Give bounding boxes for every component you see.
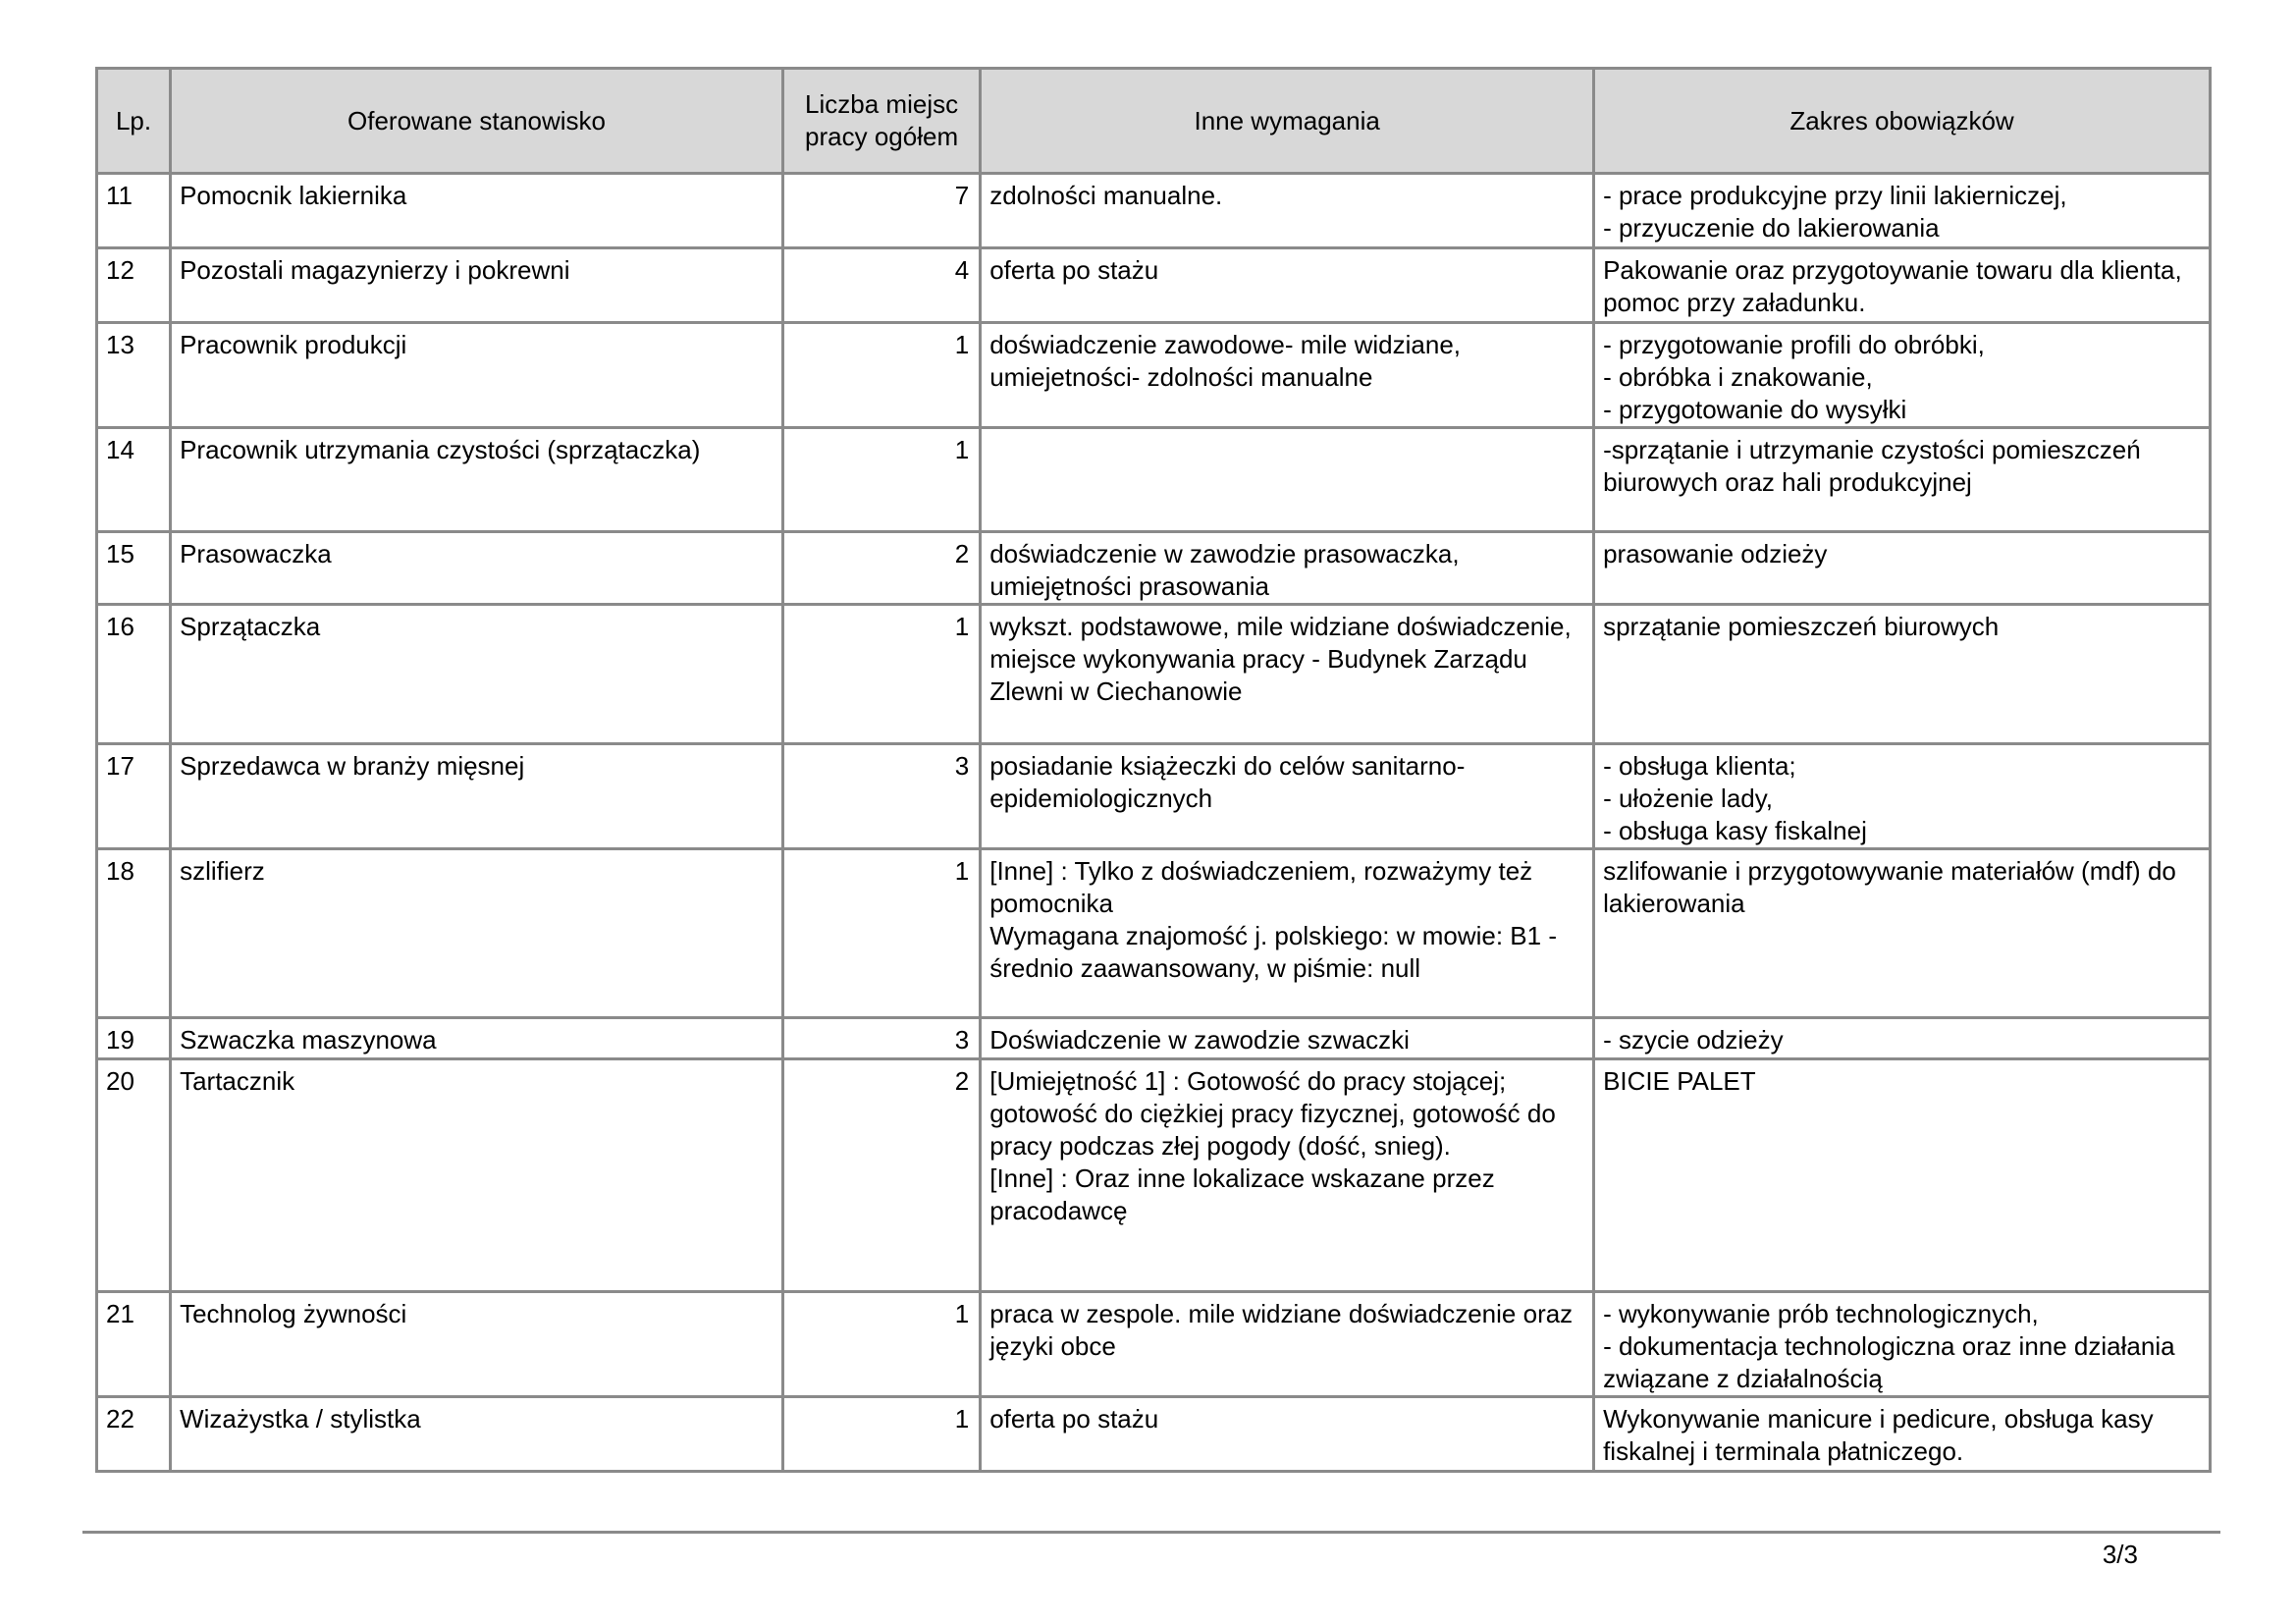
cell-count: 3 (782, 1018, 980, 1059)
cell-position: Pomocnik lakiernika (171, 174, 783, 248)
cell-position: Technolog żywności (171, 1292, 783, 1397)
header-lp: Lp. (97, 69, 171, 174)
cell-count: 7 (782, 174, 980, 248)
table-row (97, 248, 2211, 323)
cell-count: 1 (782, 1292, 980, 1397)
cell-requirements (981, 428, 1594, 532)
cell-count: 1 (782, 605, 980, 744)
cell-lp: 14 (97, 428, 171, 532)
table-row (97, 532, 2211, 605)
cell-requirements: oferta po stażu (981, 1397, 1594, 1472)
cell-duties: BICIE PALET (1594, 1059, 2211, 1292)
cell-duties: - przygotowanie profili do obróbki, - obróbka i znakowanie, - przygotowanie do wysyłki (1594, 323, 2211, 428)
table-header-row (97, 69, 2211, 174)
cell-duties: prasowanie odzieży (1594, 532, 2211, 605)
cell-lp: 13 (97, 323, 171, 428)
cell-lp: 22 (97, 1397, 171, 1472)
footer-divider (82, 1531, 2220, 1534)
table-row (97, 605, 2211, 744)
table-row (97, 1018, 2211, 1059)
cell-lp: 16 (97, 605, 171, 744)
cell-duties: - obsługa klienta; - ułożenie lady, - obsługa kasy fiskalnej (1594, 744, 2211, 849)
cell-requirements: zdolności manualne. (981, 174, 1594, 248)
cell-count: 1 (782, 428, 980, 532)
cell-position: Szwaczka maszynowa (171, 1018, 783, 1059)
cell-duties: - szycie odzieży (1594, 1018, 2211, 1059)
cell-duties: -sprzątanie i utrzymanie czystości pomieszczeń biurowych oraz hali produkcyjnej (1594, 428, 2211, 532)
table-row (97, 1059, 2211, 1292)
cell-position: szlifierz (171, 849, 783, 1018)
cell-count: 1 (782, 849, 980, 1018)
table-row (97, 1397, 2211, 1472)
cell-position: Tartacznik (171, 1059, 783, 1292)
cell-position: Wizażystka / stylistka (171, 1397, 783, 1472)
cell-lp: 17 (97, 744, 171, 849)
cell-count: 4 (782, 248, 980, 323)
cell-count: 2 (782, 532, 980, 605)
cell-count: 1 (782, 1397, 980, 1472)
cell-duties: Wykonywanie manicure i pedicure, obsługa kasy fiskalnej i terminala płatniczego. (1594, 1397, 2211, 1472)
cell-position: Sprzedawca w branży mięsnej (171, 744, 783, 849)
header-position: Oferowane stanowisko (171, 69, 783, 174)
cell-duties: - wykonywanie prób technologicznych, - dokumentacja technologiczna oraz inne działania związane z działalnością (1594, 1292, 2211, 1397)
cell-lp: 15 (97, 532, 171, 605)
table-row (97, 1292, 2211, 1397)
header-requirements: Inne wymagania (981, 69, 1594, 174)
cell-lp: 18 (97, 849, 171, 1018)
table-row (97, 174, 2211, 248)
job-offers-table (95, 67, 2212, 1473)
cell-requirements: oferta po stażu (981, 248, 1594, 323)
cell-position: Pozostali magazynierzy i pokrewni (171, 248, 783, 323)
cell-requirements: doświadczenie w zawodzie prasowaczka, umiejętności prasowania (981, 532, 1594, 605)
cell-count: 1 (782, 323, 980, 428)
cell-requirements: praca w zespole. mile widziane doświadczenie oraz języki obce (981, 1292, 1594, 1397)
cell-count: 3 (782, 744, 980, 849)
cell-requirements: wykszt. podstawowe, mile widziane doświadczenie, miejsce wykonywania pracy - Budynek Zarządu Zlewni w Ciechanowie (981, 605, 1594, 744)
cell-requirements: Doświadczenie w zawodzie szwaczki (981, 1018, 1594, 1059)
cell-requirements: posiadanie książeczki do celów sanitarno-epidemiologicznych (981, 744, 1594, 849)
cell-count: 2 (782, 1059, 980, 1292)
header-duties: Zakres obowiązków (1594, 69, 2211, 174)
cell-requirements: [Umiejętność 1] : Gotowość do pracy stojącej; gotowość do ciężkiej pracy fizycznej, gotowość do pracy podczas złej pogody (dość, snieg). [Inne] : Oraz inne lokalizace wskazane przez pracodawcę (981, 1059, 1594, 1292)
table-row (97, 323, 2211, 428)
cell-requirements: doświadczenie zawodowe- mile widziane, umiejetności- zdolności manualne (981, 323, 1594, 428)
table-row (97, 744, 2211, 849)
cell-position: Pracownik utrzymania czystości (sprzątaczka) (171, 428, 783, 532)
cell-position: Prasowaczka (171, 532, 783, 605)
cell-duties: szlifowanie i przygotowywanie materiałów (mdf) do lakierowania (1594, 849, 2211, 1018)
cell-requirements: [Inne] : Tylko z doświadczeniem, rozważymy też pomocnika Wymagana znajomość j. polskiego: w mowie: B1 - średnio zaawansowany, w piśmie: null (981, 849, 1594, 1018)
cell-lp: 11 (97, 174, 171, 248)
cell-duties: Pakowanie oraz przygotoywanie towaru dla klienta, pomoc przy załadunku. (1594, 248, 2211, 323)
cell-lp: 19 (97, 1018, 171, 1059)
page-number: 3/3 (2102, 1540, 2138, 1569)
cell-duties: - prace produkcyjne przy linii lakierniczej, - przyuczenie do lakierowania (1594, 174, 2211, 248)
cell-lp: 12 (97, 248, 171, 323)
table-row (97, 428, 2211, 532)
cell-lp: 20 (97, 1059, 171, 1292)
cell-duties: sprzątanie pomieszczeń biurowych (1594, 605, 2211, 744)
header-count: Liczba miejsc pracy ogółem (782, 69, 980, 174)
cell-position: Sprzątaczka (171, 605, 783, 744)
table-row (97, 849, 2211, 1018)
cell-lp: 21 (97, 1292, 171, 1397)
cell-position: Pracownik produkcji (171, 323, 783, 428)
